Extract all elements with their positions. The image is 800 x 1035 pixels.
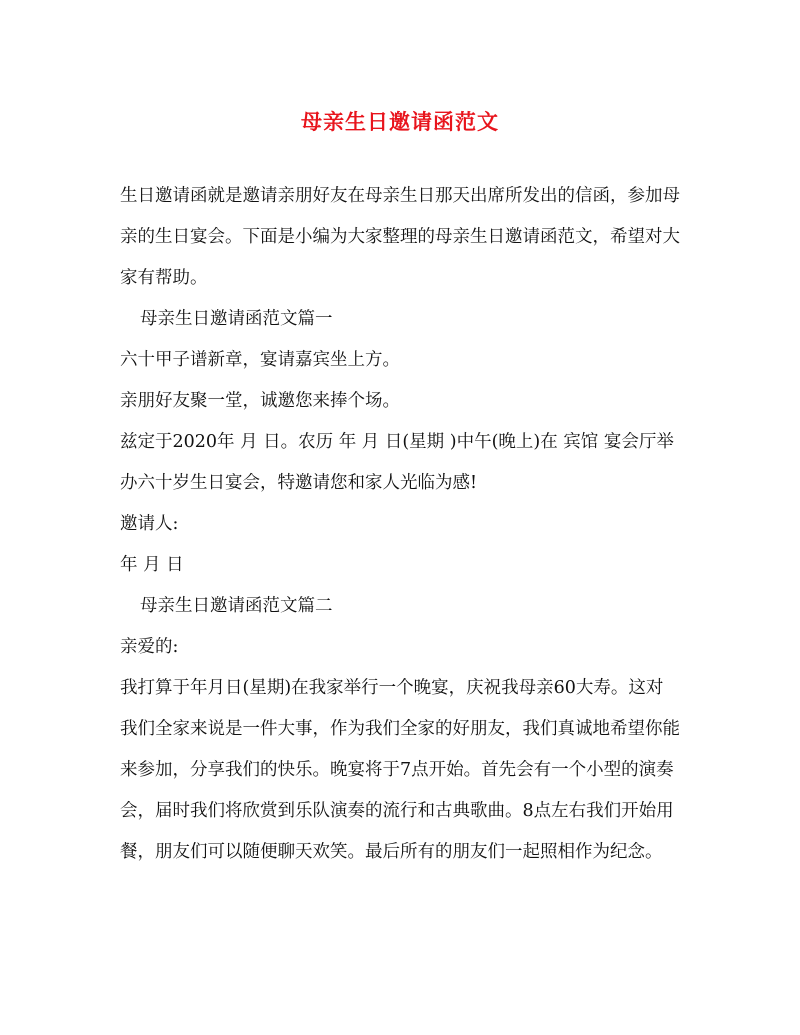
section2-heading: 母亲生日邀请函范文篇二 [140, 596, 333, 616]
document-body [120, 176, 680, 873]
section1-line1: 六十甲子谱新章，宴请嘉宾坐上方。 [120, 350, 400, 370]
section1-line2: 亲朋好友聚一堂，诚邀您来捧个场。 [120, 391, 400, 411]
section2-body: 我打算于年月日(星期)在我家举行一个晚宴，庆祝我母亲60大寿。这对我们全家来说是一件大事，作为我们全家的好朋友，我们真诚地希望你能来参加，分享我们的快乐。晚宴将于7点开始。首先会有一个小型的演奏会，届时我们将欣赏到乐队演奏的流行和古典歌曲。8点左右我们开始用餐，朋友们可以随便聊天欢笑。最后所有的朋友们一起照相作为纪念。 [120, 678, 680, 862]
section2-greeting: 亲爱的: [120, 637, 179, 657]
intro-paragraph: 生日邀请函就是邀请亲朋好友在母亲生日那天出席所发出的信函，参加母亲的生日宴会。下面是小编为大家整理的母亲生日邀请函范文，希望对大家有帮助。 [120, 186, 680, 288]
section1-date: 年 月 日 [120, 555, 184, 575]
section1-heading: 母亲生日邀请函范文篇一 [140, 309, 333, 329]
section1-inviter: 邀请人: [120, 514, 179, 534]
document-title: 母亲生日邀请函范文 [301, 109, 499, 134]
section1-line3: 兹定于2020年 月 日。农历 年 月 日(星期 )中午(晚上)在 宾馆 宴会厅举办六十岁生日宴会，特邀请您和家人光临为感! [120, 432, 674, 493]
